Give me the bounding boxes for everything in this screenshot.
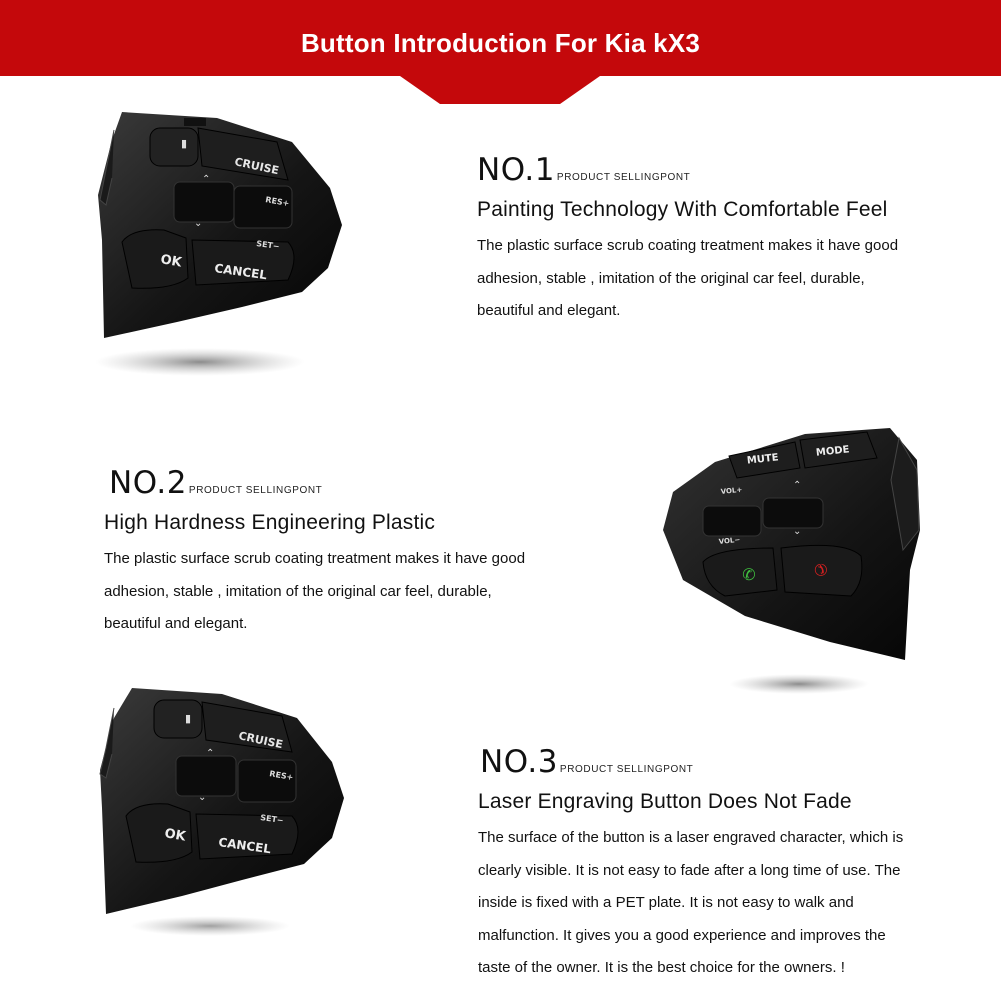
res-label: RES+ bbox=[268, 769, 294, 783]
section-number: NO.1 bbox=[477, 152, 555, 188]
description-line: clearly visible. It is not easy to fade after a long time of use. The bbox=[478, 861, 901, 879]
svg-text:▮: ▮ bbox=[180, 137, 188, 150]
chevron-down-icon: ⌄ bbox=[198, 792, 207, 803]
section-description bbox=[477, 230, 992, 328]
description-line: beautiful and elegant. bbox=[104, 615, 248, 632]
section-subtitle: PRODUCT SELLINGPONT bbox=[556, 172, 691, 183]
section-description bbox=[104, 543, 624, 641]
cruise-label: CRUISE bbox=[237, 729, 285, 752]
section-number: NO.2 bbox=[109, 465, 187, 501]
cruise-label: CRUISE bbox=[233, 155, 281, 178]
cancel-label: CANCEL bbox=[213, 261, 268, 283]
section-number-line bbox=[477, 152, 992, 188]
page-title: Button Introduction For Kia kX3 bbox=[300, 28, 701, 58]
phone-answer-icon: ✆ bbox=[742, 565, 756, 584]
description-line: adhesion, stable , imitation of the original car feel, durable, bbox=[104, 582, 492, 600]
set-label: SET− bbox=[259, 813, 285, 826]
mode-label: MODE bbox=[815, 444, 851, 459]
section-number-line bbox=[480, 744, 993, 780]
section-heading: Painting Technology With Comfortable Feel bbox=[477, 198, 888, 221]
section-2 bbox=[104, 465, 624, 641]
section-heading: Laser Engraving Button Does Not Fade bbox=[478, 790, 852, 813]
mute-label: MUTE bbox=[746, 452, 780, 467]
set-label: SET− bbox=[255, 239, 281, 252]
section-heading: High Hardness Engineering Plastic bbox=[104, 511, 436, 534]
chevron-down-icon: ⌄ bbox=[194, 218, 203, 229]
cancel-label: CANCEL bbox=[217, 835, 272, 857]
chevron-up-icon: ⌃ bbox=[793, 480, 802, 491]
description-line: taste of the owner. It is the best choice for the owners. ! bbox=[478, 959, 845, 976]
description-line: adhesion, stable , imitation of the original car feel, durable, bbox=[477, 269, 865, 287]
section-subtitle: PRODUCT SELLINGPONT bbox=[559, 764, 694, 775]
description-line: malfunction. It gives you a good experience and improves the bbox=[478, 926, 886, 944]
svg-text:▮: ▮ bbox=[184, 712, 192, 725]
ok-label: OK bbox=[159, 252, 183, 271]
chevron-down-icon: ⌄ bbox=[793, 526, 802, 537]
vol-up-label: VOL+ bbox=[720, 485, 743, 496]
description-line: The plastic surface scrub coating treatment makes it have good bbox=[477, 237, 899, 254]
res-label: RES+ bbox=[264, 195, 290, 209]
steering-button-panel-left-image bbox=[92, 100, 354, 385]
section-1 bbox=[477, 152, 992, 328]
description-line: The surface of the button is a laser engraved character, which is bbox=[478, 829, 904, 846]
steering-button-panel-right-image bbox=[655, 420, 927, 705]
section-number: NO.3 bbox=[480, 744, 558, 780]
section-description bbox=[478, 822, 993, 985]
section-3 bbox=[478, 744, 993, 985]
chevron-up-icon: ⌃ bbox=[202, 174, 211, 185]
vol-down-label: VOL− bbox=[718, 535, 741, 546]
section-subtitle: PRODUCT SELLINGPONT bbox=[188, 485, 323, 496]
description-line: The plastic surface scrub coating treatment makes it have good bbox=[104, 550, 526, 567]
description-line: inside is fixed with a PET plate. It is not easy to walk and bbox=[478, 894, 854, 911]
description-line: beautiful and elegant. bbox=[477, 302, 621, 319]
steering-button-panel-left-image-2 bbox=[92, 678, 354, 943]
section-number-line bbox=[109, 465, 624, 501]
ok-label: OK bbox=[163, 826, 187, 845]
phone-hangup-icon: ✆ bbox=[809, 558, 833, 582]
chevron-up-icon: ⌃ bbox=[206, 748, 215, 759]
